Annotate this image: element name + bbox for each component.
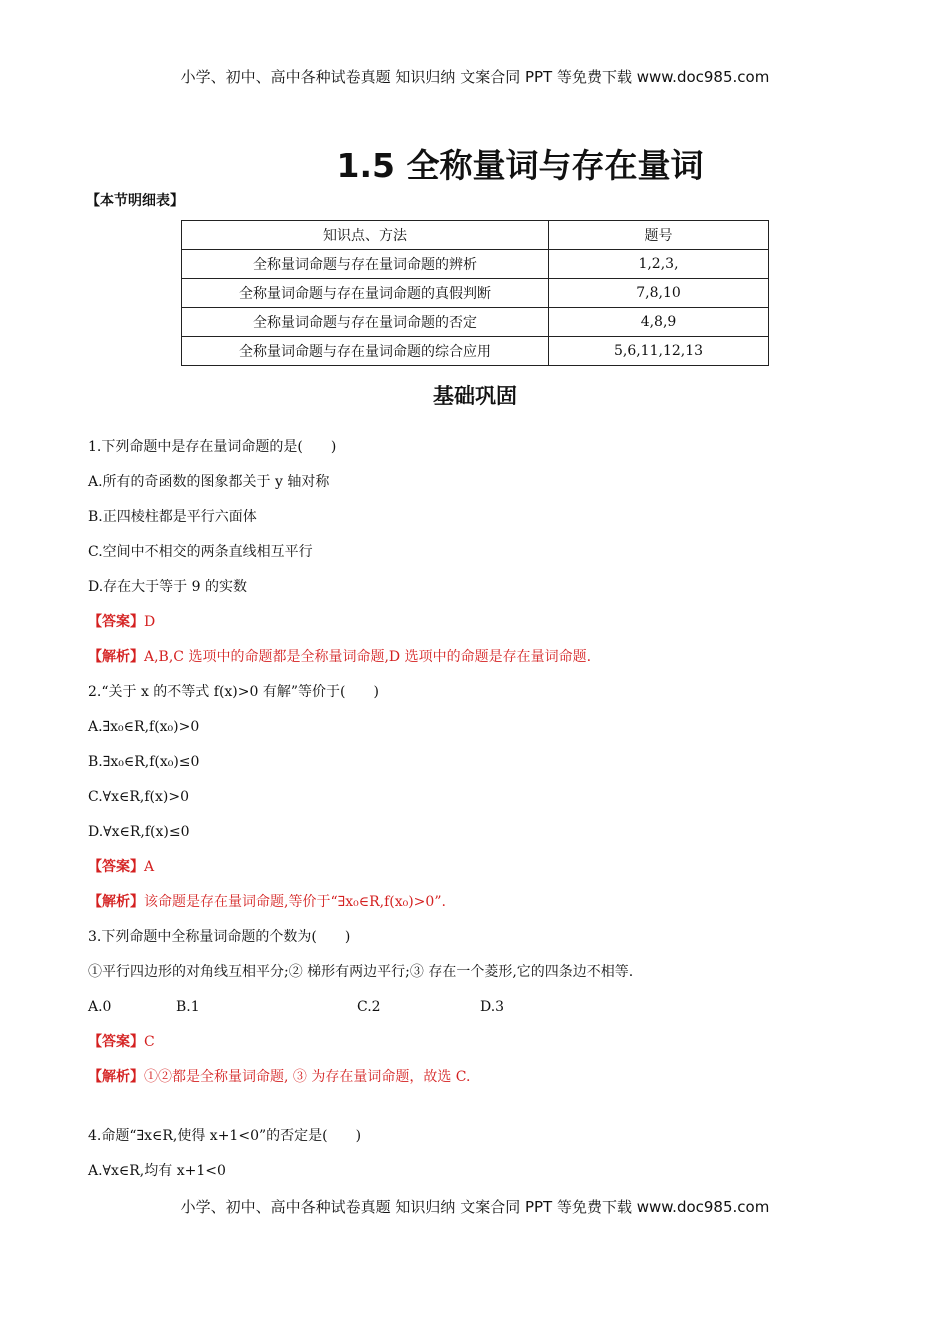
analysis-label: 【解析】 xyxy=(88,1069,144,1085)
summary-table xyxy=(181,220,769,366)
analysis-label: 【解析】 xyxy=(88,894,144,910)
page-footer: 小学、初中、高中各种试卷真题 知识归纳 文案合同 PPT 等免费下载 www.doc985.com xyxy=(180,1198,770,1216)
q1-option-c: C.空间中不相交的两条直线相互平行 xyxy=(88,544,313,560)
answer-value: A xyxy=(144,859,155,875)
q3-answer xyxy=(88,1032,155,1052)
page-title: 1.5 全称量词与存在量词 xyxy=(336,146,704,185)
table-header-row xyxy=(182,221,769,250)
table-cell: 全称量词命题与存在量词命题的辨析 xyxy=(182,250,549,279)
answer-label: 【答案】 xyxy=(88,614,144,630)
answer-label: 【答案】 xyxy=(88,859,144,875)
q3-option-d: D.3 xyxy=(480,999,505,1015)
answer-value: D xyxy=(144,614,156,630)
q3-option-a: A.0 xyxy=(88,999,112,1015)
q4-option-a: A.∀x∈R,均有 x+1<0 xyxy=(88,1163,226,1179)
q4-stem: 4.命题“∃x∈R,使得 x+1<0”的否定是( ) xyxy=(88,1128,362,1144)
table-cell: 全称量词命题与存在量词命题的否定 xyxy=(182,308,549,337)
q2-option-a: A.∃x₀∈R,f(x₀)>0 xyxy=(88,719,200,735)
table-row xyxy=(182,308,769,337)
q1-option-a: A.所有的奇函数的图象都关于 y 轴对称 xyxy=(88,474,330,490)
table-row xyxy=(182,337,769,366)
q2-answer xyxy=(88,857,154,877)
page-header: 小学、初中、高中各种试卷真题 知识归纳 文案合同 PPT 等免费下载 www.doc985.com xyxy=(180,68,770,86)
q1-stem: 1.下列命题中是存在量词命题的是( ) xyxy=(88,439,337,455)
table-cell: 全称量词命题与存在量词命题的综合应用 xyxy=(182,337,549,366)
table-cell: 5,6,11,12,13 xyxy=(549,337,769,366)
q1-option-d: D.存在大于等于 9 的实数 xyxy=(88,579,247,595)
q2-analysis xyxy=(88,892,446,912)
q3-option-c: C.2 xyxy=(357,999,381,1015)
table-cell: 1,2,3, xyxy=(549,250,769,279)
q3-stem: 3.下列命题中全称量词命题的个数为( ) xyxy=(88,929,351,945)
table-header-cell: 题号 xyxy=(549,221,769,250)
table-header-cell: 知识点、方法 xyxy=(182,221,549,250)
q3-analysis xyxy=(88,1067,470,1087)
table-row xyxy=(182,279,769,308)
q2-stem: 2.“关于 x 的不等式 f(x)>0 有解”等价于( ) xyxy=(88,684,379,700)
answer-label: 【答案】 xyxy=(88,1034,144,1050)
section-heading: 基础巩固 xyxy=(433,384,517,408)
analysis-text: 该命题是存在量词命题,等价于“∃x₀∈R,f(x₀)>0”. xyxy=(144,894,446,910)
q2-option-d: D.∀x∈R,f(x)≤0 xyxy=(88,824,190,840)
q2-option-c: C.∀x∈R,f(x)>0 xyxy=(88,789,190,805)
analysis-text: A,B,C 选项中的命题都是全称量词命题,D 选项中的命题是存在量词命题. xyxy=(144,649,592,665)
q3-statements: ①平行四边形的对角线互相平分;② 梯形有两边平行;③ 存在一个菱形,它的四条边不相等. xyxy=(88,964,634,980)
q1-analysis xyxy=(88,647,591,667)
table-cell: 4,8,9 xyxy=(549,308,769,337)
analysis-label: 【解析】 xyxy=(88,649,144,665)
analysis-text: ①②都是全称量词命题, ③ 为存在量词命题，故选 C. xyxy=(144,1069,471,1085)
q1-option-b: B.正四棱柱都是平行六面体 xyxy=(88,509,257,525)
q3-option-b: B.1 xyxy=(176,999,200,1015)
table-cell: 7,8,10 xyxy=(549,279,769,308)
table-cell: 全称量词命题与存在量词命题的真假判断 xyxy=(182,279,549,308)
section-label: 【本节明细表】 xyxy=(86,193,184,209)
q1-answer xyxy=(88,612,155,632)
answer-value: C xyxy=(144,1034,155,1050)
q2-option-b: B.∃x₀∈R,f(x₀)≤0 xyxy=(88,754,200,770)
table-row xyxy=(182,250,769,279)
